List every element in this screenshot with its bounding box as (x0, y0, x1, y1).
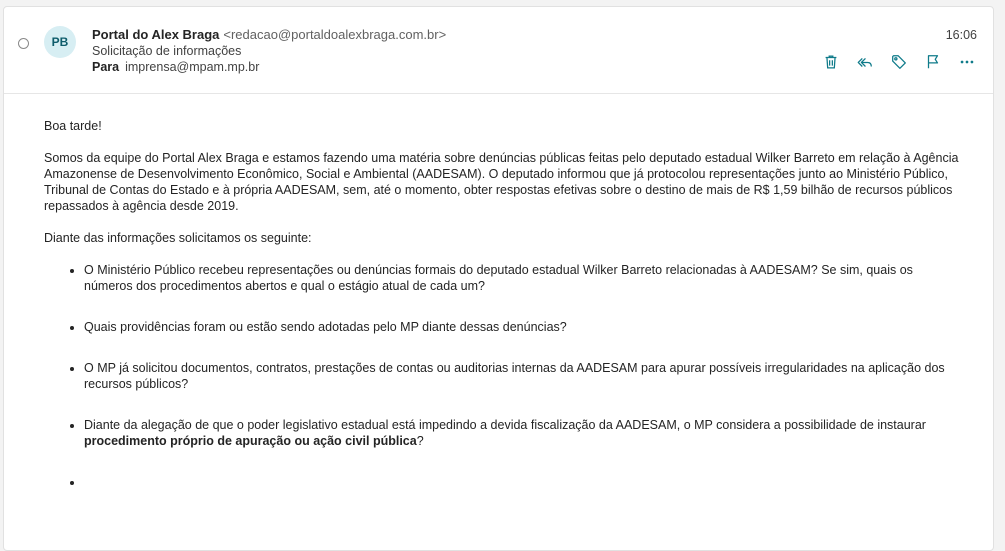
action-toolbar (819, 51, 979, 73)
email-time: 16:06 (945, 28, 977, 42)
to-label: Para (92, 60, 120, 74)
list-item (84, 417, 964, 449)
list-intro: Diante das informações solicitamos os seguinte: (44, 231, 312, 245)
email-reading-pane (3, 6, 994, 551)
tag-icon (890, 53, 908, 71)
from-line (92, 27, 446, 42)
sender-email[interactable]: <redacao@portaldoalexbraga.com.br> (223, 27, 447, 42)
question-list (44, 262, 964, 490)
list-item: • O MP já solicitou documentos, contratos, prestações de contas ou auditorias internas da AADESAM para apurar possíveis irregularidades na aplicação dos recursos públicos? (84, 360, 964, 392)
body-paragraph: Somos da equipe do Portal Alex Braga e estamos fazendo uma matéria sobre denúncias públicas feitas pelo deputado estadual Wilker Barreto em relação à Agência Amazonense de Desenvolvimento Econômico, Social e Ambiental (AADESAM). O deputado informou que já protocolou representações junto ao Ministério Público, Tribunal de Contas do Estado e à própria AADESAM, sem, até o momento, obter respostas efetivas sobre o destino de mais de R$ 1,59 bilhão de recursos públicos repassados à agência desde 2019. (44, 151, 959, 213)
email-body (44, 118, 964, 515)
reply-all-button[interactable] (853, 51, 877, 73)
item-bold-text: procedimento próprio de apuração ou ação civil pública (84, 434, 417, 448)
more-icon (958, 53, 976, 71)
flag-icon (924, 53, 942, 71)
greeting: Boa tarde! (44, 119, 102, 133)
more-actions-button[interactable] (955, 51, 979, 73)
list-item: • Quais providências foram ou estão sendo adotadas pelo MP diante dessas denúncias? (84, 319, 964, 335)
sender-name[interactable]: Portal do Alex Braga (92, 27, 220, 42)
flag-button[interactable] (921, 51, 945, 73)
avatar[interactable]: PB (44, 26, 76, 58)
to-address[interactable]: imprensa@mpam.mp.br (125, 60, 260, 74)
email-header (4, 7, 993, 94)
trash-icon (822, 53, 840, 71)
item-suffix: ? (416, 434, 424, 448)
email-subject: Solicitação de informações (92, 44, 242, 58)
list-item: • O Ministério Público recebeu representações ou denúncias formais do deputado estadual Wilker Barreto relacionadas à AADESAM? Se sim, quais os números dos procedimentos abertos e qual o estágio atual de cada um? (84, 262, 964, 294)
delete-button[interactable] (819, 51, 843, 73)
empty-list-item (84, 474, 964, 490)
select-radio[interactable] (18, 38, 29, 49)
item-text: Diante da alegação de que o poder legislativo estadual está impedindo a devida fiscalização da AADESAM, o MP considera a possibilidade de instaurar (84, 418, 926, 432)
reply-all-icon (856, 53, 874, 71)
categorize-button[interactable] (887, 51, 911, 73)
to-line (92, 60, 259, 74)
